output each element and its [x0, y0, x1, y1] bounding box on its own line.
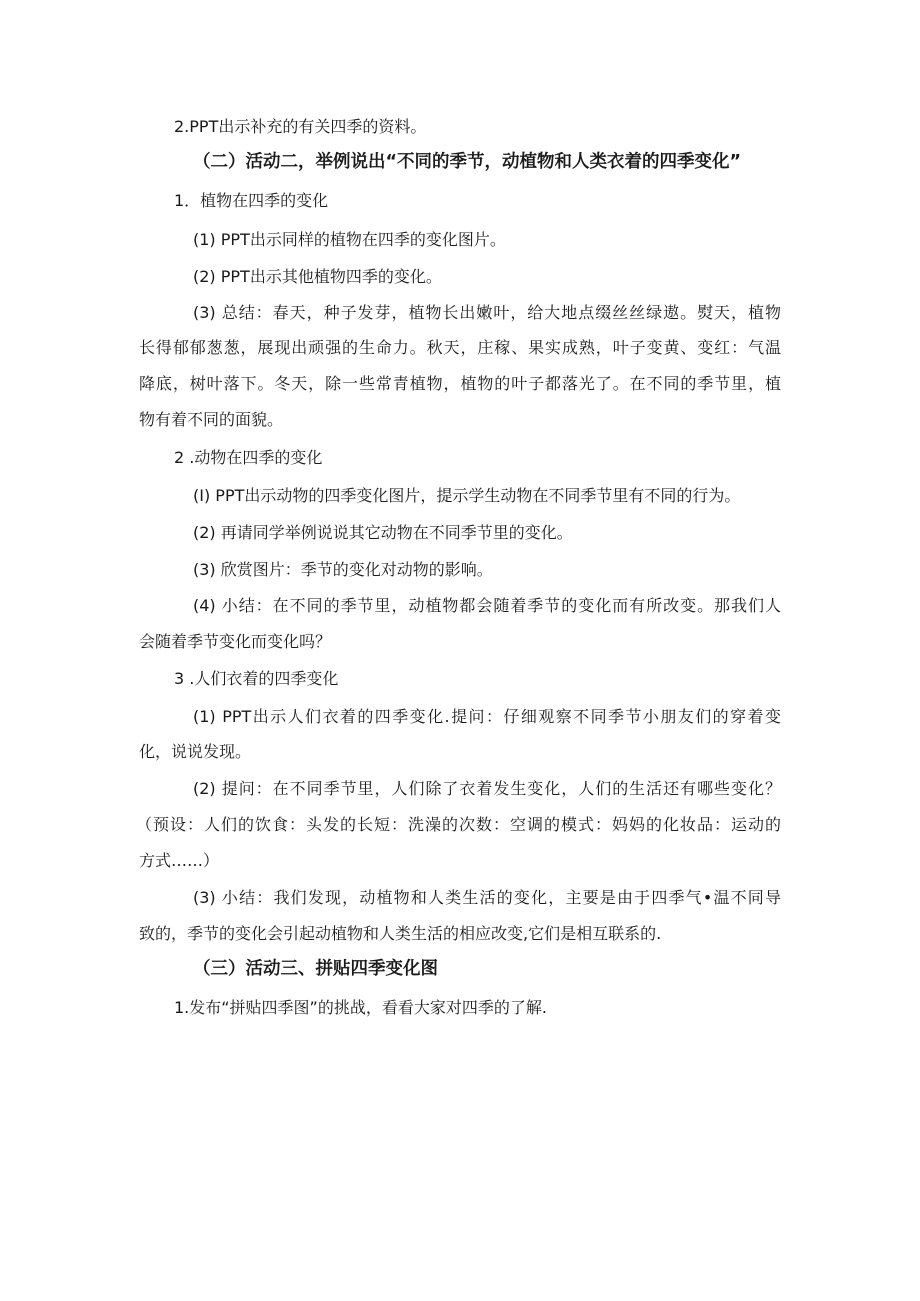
list-item: (2) 再请同学举例说说其它动物在不同季节里的变化。: [193, 523, 573, 542]
paragraph-line: 降底，树叶落下。冬天，除一些常青植物，植物的叶子都落光了。在不同的季节里，植: [139, 374, 781, 393]
paragraph-line: 物有着不同的面貌。: [139, 410, 284, 429]
paragraph-line: 致的，季节的变化会引起动植物和人类生活的相应改变,它们是相互联系的.: [139, 924, 662, 943]
section-heading: （三）活动三、拼贴四季变化图: [193, 959, 438, 979]
list-item: (I) PPT出示动物的四季变化图片，提示学生动物在不同季节里有不同的行为。: [193, 486, 741, 505]
subsection-heading: 1．植物在四季的变化: [174, 191, 329, 210]
text-line: 2.PPT出示补充的有关四季的资料。: [174, 117, 427, 136]
list-item: (2) PPT出示其他植物四季的变化。: [193, 267, 442, 286]
paragraph-line: (3) 总结：春天，种子发芽，植物长出嫩叶，给大地点缀丝丝绿遨。熨天，植物: [193, 303, 781, 322]
subsection-heading: 3 .人们衣着的四季变化: [174, 669, 339, 688]
paragraph-line: (1) PPT出示人们衣着的四季变化.提问：仔细观察不同季节小朋友们的穿着变: [193, 707, 781, 726]
paragraph-line: 化，说说发现。: [139, 742, 252, 761]
paragraph-line: (2) 提问：在不同季节里，人们除了衣着发生变化，人们的生活还有哪些变化？: [193, 779, 781, 798]
subsection-heading: 2 .动物在四季的变化: [174, 448, 323, 467]
list-item: (1) PPT出示同样的植物在四季的变化图片。: [193, 230, 506, 249]
paragraph-line: 长得郁郁葱葱，展现出顽强的生命力。秋天，庄稼、果实成熟，叶子变黄、变红：气温: [139, 338, 781, 357]
paragraph-line: (3) 小结：我们发现，动植物和人类生活的变化，主要是由于四季气•温不同导: [193, 888, 781, 907]
paragraph-line: （预设：人们的饮食：头发的长短：洗澡的次数：空调的模式：妈妈的化妆品：运动的: [136, 815, 781, 834]
list-item: (3) 欣赏图片：季节的变化对动物的影响。: [193, 560, 493, 579]
paragraph-line: (4) 小结：在不同的季节里，动植物都会随着季节的变化而有所改变。那我们人: [193, 596, 781, 615]
section-heading: （二）活动二，举例说出“不同的季节，动植物和人类衣着的四季变化”: [193, 152, 742, 172]
paragraph-line: 会随着季节变化而变化吗？: [139, 632, 332, 651]
text-line: 1.发布“拼贴四季图”的挑战，看看大家对四季的了解.: [174, 998, 547, 1017]
paragraph-line: 方式……）: [139, 851, 220, 870]
